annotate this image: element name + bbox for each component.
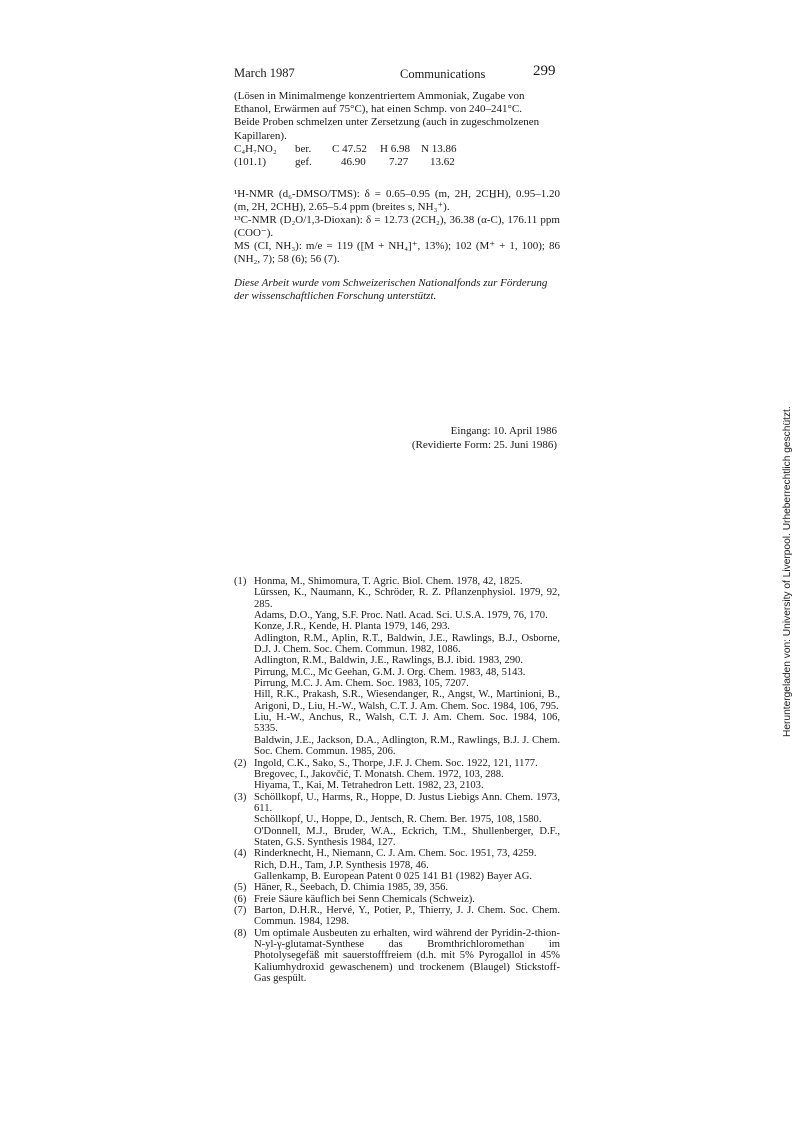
analysis-formula: C₄H₇NO₂ — [234, 143, 277, 155]
reference-entry: O'Donnell, M.J., Bruder, W.A., Eckrich, T.M., Shullenberger, D.F., Staten, G.S. Synthesis 1984, 127. — [254, 825, 560, 848]
reference-entry: Pirrung, M.C. J. Am. Chem. Soc. 1983, 105, 7207. — [254, 678, 469, 690]
reference-entry: Ingold, C.K., Sako, S., Thorpe, J.F. J. Chem. Soc. 1922, 121, 1177. — [254, 757, 538, 769]
reference-entry: Barton, D.H.R., Hervé, Y., Potier, P., Thierry, J. J. Chem. Soc. Chem. Commun. 1984, 1298. — [254, 904, 560, 928]
reference-entry: Rich, D.H., Tam, J.P. Synthesis 1978, 46. — [254, 859, 429, 871]
analysis-calc-h: H 6.98 — [380, 143, 410, 155]
analysis-calc-label: ber. — [295, 143, 312, 155]
analysis-found-c: 46.90 — [341, 156, 366, 168]
reference-entry: Bregovec, I., Jakovčić, T. Monatsh. Chem. 1972, 103, 288. — [254, 768, 504, 780]
reference-entry: Hill, R.K., Prakash, S.R., Wiesendanger, R., Angst, W., Martinioni, B., Arigoni, D., Liu, H.-W., Walsh, C.T. J. Am. Chem. Soc. 1984, 106, 795. — [254, 689, 560, 712]
reference-item — [234, 882, 560, 893]
reference-entry: Konze, J.R., Kende, H. Planta 1979, 146, 293. — [254, 621, 450, 633]
c-nmr-data: ¹³C-NMR (D₂O/1,3-Dioxan): δ = 12.73 (2CH₂), 36.38 (α-C), 176.11 ppm (COO⁻). — [234, 214, 560, 240]
reference-number: (3) — [234, 791, 247, 803]
reference-number: (4) — [234, 848, 247, 860]
reference-entry: Adlington, R.M., Aplin, R.T., Baldwin, J.E., Rawlings, B.J., Osborne, D.J. J. Chem. Soc. Chem. Commun. 1982, 1086. — [254, 632, 560, 656]
reference-item — [234, 576, 560, 758]
reference-item — [234, 905, 560, 928]
reference-entry: Lürssen, K., Naumann, K., Schröder, R. Z. Pflanzenphysiol. 1979, 92, 285. — [254, 587, 560, 610]
intro-line: Kapillaren). — [234, 129, 287, 142]
reference-number: (8) — [234, 927, 247, 939]
reference-entry: Pirrung, M.C., Mc Geehan, G.M. J. Org. Chem. 1983, 48, 5143. — [254, 666, 526, 678]
reference-item — [234, 928, 560, 985]
analysis-calc-n: N 13.86 — [421, 143, 457, 155]
h-nmr-data: ¹H-NMR (d₆-DMSO/TMS): δ = 0.65–0.95 (m, 2H, 2CH̲H), 0.95–1.20 (m, 2H, 2CHH̲), 2.65–5.4 ppm (breites s, NH₃⁺). — [234, 188, 560, 214]
reference-entry: Hiyama, T., Kai, M. Tetrahedron Lett. 1982, 23, 2103. — [254, 780, 484, 792]
reference-entry: Um optimale Ausbeuten zu erhalten, wird während der Pyridin-2-thion-N-yl-γ-glutamat-Synthese das Bromthrichloromethan im Photolysegefäß mit sauerstofffreiem (d.h. mit 5% Pyrogallol in 45% Kaliumhydroxid gewaschenem) und trockenem (Blaugel) Stickstoff-Gas gespült. — [254, 927, 560, 985]
reference-entry: Adlington, R.M., Baldwin, J.E., Rawlings, B.J. ibid. 1983, 290. — [254, 655, 523, 667]
reference-number: (6) — [234, 893, 247, 905]
intro-line: Beide Proben schmelzen unter Zersetzung (auch in zugeschmolzenen — [234, 116, 540, 129]
reference-entry: Rinderknecht, H., Niemann, C. J. Am. Chem. Soc. 1951, 73, 4259. — [254, 848, 537, 860]
intro-line: Ethanol, Erwärmen auf 75°C), hat einen Schmp. von 240–241°C. — [234, 103, 523, 116]
reference-entry: Freie Säure käuflich bei Senn Chemicals (Schweiz). — [254, 893, 475, 905]
reference-number: (2) — [234, 757, 247, 769]
reference-entry: Häner, R., Seebach, D. Chimia 1985, 39, 356. — [254, 882, 449, 894]
ms-data: MS (CI, NH₃): m/e = 119 ([M + NH₄]⁺, 13%); 102 (M⁺ + 1, 100); 86 (NH₂, 7); 58 (6); 56 (7). — [234, 240, 560, 266]
reference-entry: Baldwin, J.E., Jackson, D.A., Adlington, R.M., Rawlings, B.J. J. Chem. Soc. Chem. Commun. 1985, 206. — [254, 734, 560, 758]
received-date: Eingang: 10. April 1986 — [450, 425, 557, 437]
reference-number: (5) — [234, 882, 247, 894]
header-date: March 1987 — [234, 66, 295, 80]
reference-list — [234, 576, 560, 984]
nmr-data — [234, 188, 560, 267]
reference-entry: Honma, M., Shimomura, T. Agric. Biol. Chem. 1978, 42, 1825. — [254, 576, 523, 587]
reference-entry: Schöllkopf, U., Hoppe, D., Jentsch, R. Chem. Ber. 1975, 108, 1580. — [254, 814, 542, 826]
intro-line: (Lösen in Minimalmenge konzentriertem Ammoniak, Zugabe von — [234, 90, 525, 102]
reference-entry: Adams, D.O., Yang, S.F. Proc. Natl. Acad. Sci. U.S.A. 1979, 76, 170. — [254, 610, 548, 622]
reference-entry: Liu, H.-W., Anchus, R., Walsh, C.T. J. Am. Chem. Soc. 1984, 106, 5335. — [254, 712, 560, 735]
reference-item — [234, 894, 560, 905]
analysis-calc-c: C 47.52 — [332, 143, 367, 155]
header-section: Communications — [400, 67, 486, 81]
reference-entry: Gallenkamp, B. European Patent 0 025 141 B1 (1982) Bayer AG. — [254, 870, 533, 882]
reference-number: (7) — [234, 904, 247, 916]
revised-date: (Revidierte Form: 25. Juni 1986) — [411, 439, 557, 451]
reference-item — [234, 758, 560, 792]
intro-paragraph — [234, 90, 560, 143]
reference-entry: Schöllkopf, U., Harms, R., Hoppe, D. Justus Liebigs Ann. Chem. 1973, 611. — [254, 791, 560, 814]
received-dates — [412, 424, 557, 452]
reference-number: (1) — [234, 576, 247, 587]
acknowledgement: Diese Arbeit wurde vom Schweizerischen Nationalfonds zur Förderung der wissenschaftlichen Forschung unterstützt. — [234, 277, 548, 303]
analysis-mass: (101.1) — [234, 156, 267, 168]
page-number: 299 — [533, 63, 556, 79]
analysis-found-label: gef. — [295, 156, 312, 168]
reference-item — [234, 848, 560, 882]
analysis-found-h: 7.27 — [389, 156, 409, 168]
download-watermark: Heruntergeladen von: University of Liverpool. Urheberrechtlich geschützt. — [782, 406, 793, 737]
reference-item — [234, 792, 560, 849]
analysis-found-n: 13.62 — [430, 156, 455, 168]
